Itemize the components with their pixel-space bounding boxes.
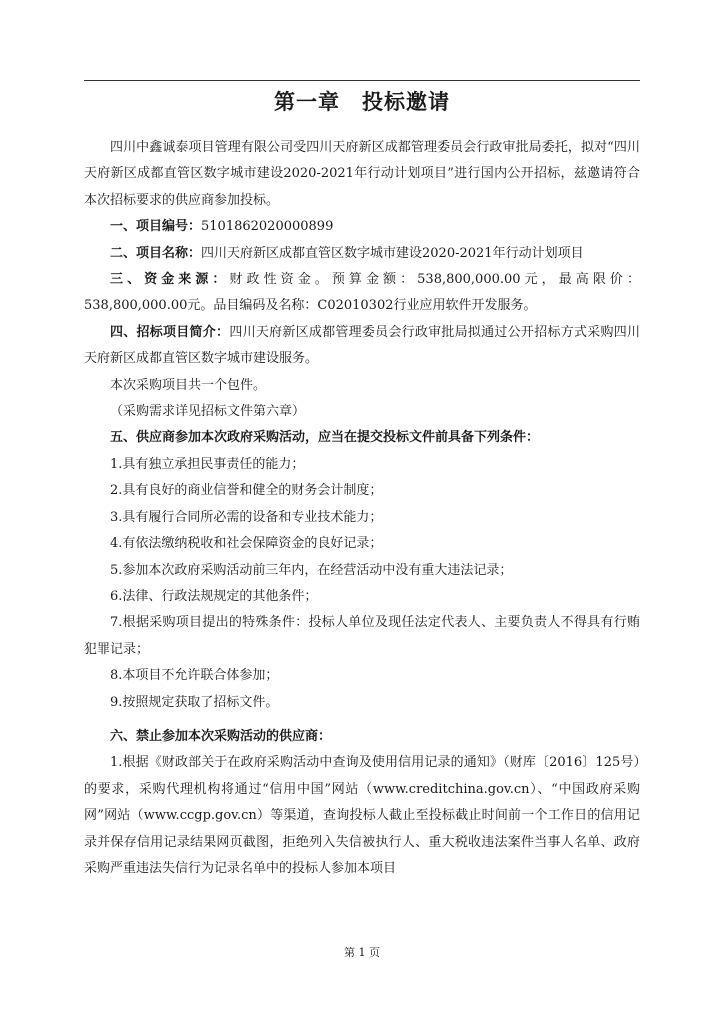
project-intro-value: 四川天府新区成都管理委员会行政审批局拟通过公开招标方式采购四川天府新区成都直管区数字城市建设服务。 (84, 324, 640, 367)
project-number-label: 一、项目编号： (110, 219, 202, 235)
condition-item: 5.参加本次政府采购活动前三年内，在经营活动中没有重大违法记录； (110, 562, 513, 578)
package-note: 本次采购项目共一个包件。 (110, 377, 267, 393)
fund-source-value: 财政性资金。预算金额：538,800,000.00元，最高限价：538,800,000.00元。品目编码及名称：C02010302行业应用软件开发服务。 (84, 272, 640, 314)
condition-item: 4.有依法缴纳税收和社会保障资金的良好记录； (110, 536, 383, 552)
project-intro-label: 四、招标项目简介： (110, 324, 230, 340)
project-number (84, 214, 640, 240)
requirement-note: （采购需求详见招标文件第六章） (110, 404, 306, 420)
condition-item: 1.具有独立承担民事责任的能力； (110, 456, 305, 472)
condition-item: 2.具有良好的商业信誉和健全的财务会计制度； (110, 483, 383, 499)
document-body (84, 135, 640, 882)
conditions-heading: 五、供应商参加本次政府采购活动，应当在提交投标文件前具备下列条件： (110, 430, 540, 446)
project-name (84, 241, 640, 267)
condition-item: 3.具有履行合同所必需的设备和专业技术能力； (110, 509, 383, 525)
prohibited-item: 1.根据《财政部关于在政府采购活动中查询及使用信用记录的通知》（财库〔2016〕125号）的要求，采购代理机构将通过“信用中国”网站（www.creditchina.gov.cn）、“中国政府采购网”网站（www.ccgp.gov.cn）等渠道，查询投标人截止至投标截止时间前一个工作日的信用记录并保存信用记录结果网页截图，拒绝列入失信被执行人、重大税收违法案件当事人名单、政府采购严重违法失信行为记录名单中的投标人参加本项目 (84, 755, 640, 876)
intro-paragraph: 四川中鑫诚泰项目管理有限公司受四川天府新区成都管理委员会行政审批局委托，拟对“四川天府新区成都直管区数字城市建设2020-2021年行动计划项目”进行国内公开招标，兹邀请符合本次招标要求的供应商参加投标。 (84, 140, 640, 208)
header-rule (84, 80, 640, 81)
project-number-value: 5101862020000899 (201, 219, 334, 235)
condition-item: 7.根据采购项目提出的特殊条件：投标人单位及现任法定代表人、主要负责人不得具有行贿犯罪记录； (84, 615, 640, 657)
project-name-value: 四川天府新区成都直管区数字城市建设2020-2021年行动计划项目 (201, 245, 584, 261)
page-number: 第 1 页 (344, 946, 380, 959)
condition-item: 9.按照规定获取了招标文件。 (110, 694, 279, 710)
prohibited-heading: 六、禁止参加本次采购活动的供应商： (110, 728, 332, 744)
chapter-title: 第一章 投标邀请 (274, 90, 450, 114)
condition-item: 8.本项目不允许联合体参加； (110, 668, 279, 684)
project-name-label: 二、项目名称： (110, 245, 202, 261)
fund-source (84, 267, 640, 320)
condition-item: 6.法律、行政法规规定的其他条件； (110, 588, 318, 604)
fund-source-label: 三、资金来源： (110, 272, 230, 288)
project-intro (84, 320, 640, 373)
